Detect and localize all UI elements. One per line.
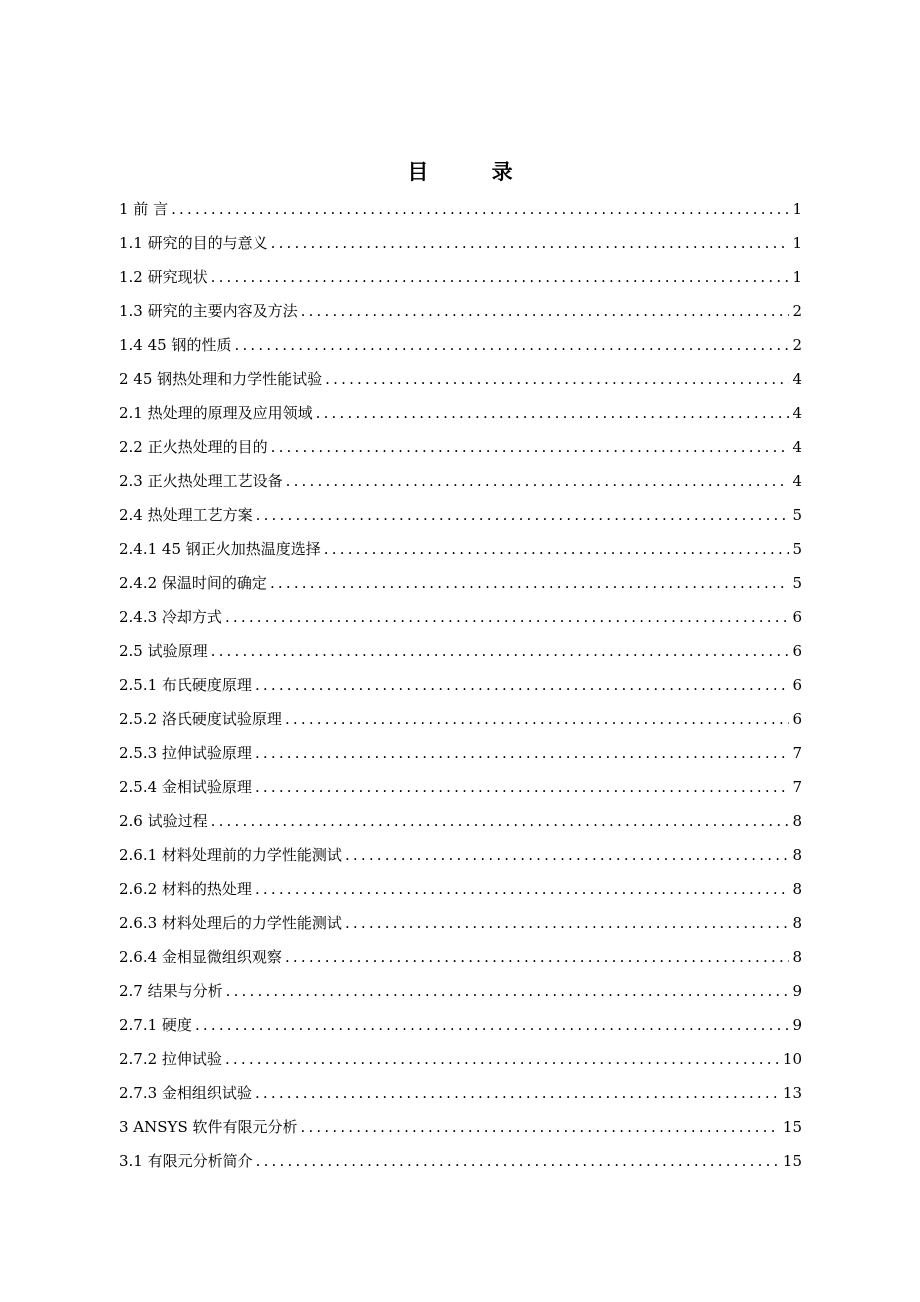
toc-entry-page-number: 5 (792, 540, 802, 558)
toc-dot-leader (271, 226, 790, 260)
toc-entry[interactable] (119, 1144, 802, 1178)
toc-entry-page-number: 6 (792, 608, 802, 626)
toc-dot-leader (271, 430, 790, 464)
toc-entry-label: 1.2 研究现状 (119, 268, 208, 286)
toc-entry-label: 3 ANSYS 软件有限元分析 (119, 1118, 298, 1136)
toc-entry[interactable] (119, 804, 802, 838)
toc-dot-leader (226, 974, 790, 1008)
toc-entry[interactable] (119, 260, 802, 294)
toc-entry-page-number: 2 (792, 302, 802, 320)
toc-dot-leader (211, 804, 790, 838)
toc-entry-label: 2.7 结果与分析 (119, 982, 223, 1000)
toc-dot-leader (345, 906, 790, 940)
toc-entry[interactable] (119, 294, 802, 328)
toc-dot-leader (255, 770, 790, 804)
toc-entry-page-number: 4 (792, 370, 802, 388)
toc-dot-leader (255, 872, 790, 906)
toc-entry[interactable] (119, 940, 802, 974)
toc-entry-label: 1.4 45 钢的性质 (119, 336, 232, 354)
toc-entry[interactable] (119, 192, 802, 226)
toc-title: 目 录 (407, 160, 541, 184)
toc-dot-leader (211, 634, 790, 668)
toc-entry-label: 2.7.2 拉伸试验 (119, 1050, 222, 1068)
toc-entry-label: 2.6 试验过程 (119, 812, 208, 830)
toc-dot-leader (285, 940, 790, 974)
toc-entry-page-number: 5 (792, 506, 802, 524)
toc-dot-leader (285, 702, 790, 736)
toc-entry[interactable] (119, 634, 802, 668)
toc-entry-page-number: 7 (792, 744, 802, 762)
toc-entry[interactable] (119, 600, 802, 634)
toc-entry-page-number: 4 (792, 438, 802, 456)
toc-entry-page-number: 6 (792, 642, 802, 660)
toc-entry-label: 2.4.1 45 钢正火加热温度选择 (119, 540, 321, 558)
toc-entry[interactable] (119, 906, 802, 940)
toc-entry-page-number: 1 (792, 234, 802, 252)
toc-entry-label: 3.1 有限元分析简介 (119, 1152, 253, 1170)
toc-entry[interactable] (119, 532, 802, 566)
toc-dot-leader (256, 498, 790, 532)
toc-entry[interactable] (119, 1076, 802, 1110)
toc-entry-label: 2.7.3 金相组织试验 (119, 1084, 252, 1102)
toc-entry-page-number: 5 (792, 574, 802, 592)
toc-entry[interactable] (119, 226, 802, 260)
toc-dot-leader (211, 260, 790, 294)
toc-entry-label: 2.6.3 材料处理后的力学性能测试 (119, 914, 342, 932)
toc-entry[interactable] (119, 1008, 802, 1042)
toc-entry-label: 2.6.1 材料处理前的力学性能测试 (119, 846, 342, 864)
toc-entry-label: 2.6.2 材料的热处理 (119, 880, 252, 898)
toc-entry-page-number: 6 (792, 710, 802, 728)
toc-dot-leader (301, 294, 790, 328)
toc-entry-label: 1.1 研究的目的与意义 (119, 234, 268, 252)
toc-entry-page-number: 10 (782, 1050, 802, 1068)
toc-entry[interactable] (119, 872, 802, 906)
toc-entry-label: 2 45 钢热处理和力学性能试验 (119, 370, 323, 388)
toc-entry-label: 2.7.1 硬度 (119, 1016, 192, 1034)
toc-entry-page-number: 1 (792, 268, 802, 286)
toc-entry[interactable] (119, 498, 802, 532)
toc-list (119, 192, 802, 1178)
toc-entry[interactable] (119, 668, 802, 702)
toc-dot-leader (345, 838, 790, 872)
toc-entry[interactable] (119, 1042, 802, 1076)
toc-entry-label: 2.4.3 冷却方式 (119, 608, 222, 626)
toc-dot-leader (234, 328, 789, 362)
toc-dot-leader (270, 566, 790, 600)
toc-entry[interactable] (119, 1110, 802, 1144)
toc-entry-page-number: 1 (792, 200, 802, 218)
toc-entry-page-number: 8 (792, 812, 802, 830)
toc-entry-label: 2.5.4 金相试验原理 (119, 778, 252, 796)
toc-entry-page-number: 4 (792, 472, 802, 490)
toc-entry-label: 2.4.2 保温时间的确定 (119, 574, 267, 592)
toc-dot-leader (286, 464, 790, 498)
toc-entry-page-number: 9 (792, 1016, 802, 1034)
toc-entry-label: 2.1 热处理的原理及应用领域 (119, 404, 313, 422)
toc-entry-label: 2.5.3 拉伸试验原理 (119, 744, 252, 762)
toc-dot-leader (316, 396, 790, 430)
toc-dot-leader (255, 736, 790, 770)
toc-entry-page-number: 15 (782, 1152, 802, 1170)
toc-entry-label: 1 前 言 (119, 200, 169, 218)
toc-entry-page-number: 8 (792, 846, 802, 864)
toc-entry-page-number: 8 (792, 914, 802, 932)
toc-dot-leader (171, 192, 789, 226)
toc-dot-leader (325, 362, 789, 396)
toc-entry-label: 1.3 研究的主要内容及方法 (119, 302, 298, 320)
toc-dot-leader (255, 1076, 780, 1110)
toc-entry-label: 2.4 热处理工艺方案 (119, 506, 253, 524)
toc-dot-leader (255, 668, 790, 702)
toc-entry[interactable] (119, 736, 802, 770)
toc-entry[interactable] (119, 566, 802, 600)
toc-dot-leader (195, 1008, 790, 1042)
toc-entry-page-number: 4 (792, 404, 802, 422)
toc-entry[interactable] (119, 702, 802, 736)
toc-entry[interactable] (119, 328, 802, 362)
toc-entry-label: 2.5 试验原理 (119, 642, 208, 660)
toc-dot-leader (324, 532, 790, 566)
toc-dot-leader (301, 1110, 780, 1144)
toc-entry-label: 2.2 正火热处理的目的 (119, 438, 268, 456)
toc-entry-page-number: 8 (792, 948, 802, 966)
toc-entry-label: 2.5.1 布氏硬度原理 (119, 676, 252, 694)
toc-entry-page-number: 9 (792, 982, 802, 1000)
toc-entry-page-number: 8 (792, 880, 802, 898)
toc-dot-leader (225, 600, 790, 634)
toc-entry-page-number: 13 (782, 1084, 802, 1102)
toc-entry-label: 2.6.4 金相显微组织观察 (119, 948, 282, 966)
toc-dot-leader (225, 1042, 780, 1076)
toc-entry-label: 2.5.2 洛氏硬度试验原理 (119, 710, 282, 728)
toc-entry[interactable] (119, 974, 802, 1008)
toc-entry[interactable] (119, 464, 802, 498)
toc-entry[interactable] (119, 838, 802, 872)
toc-entry-page-number: 7 (792, 778, 802, 796)
toc-entry[interactable] (119, 430, 802, 464)
toc-entry[interactable] (119, 396, 802, 430)
toc-entry-page-number: 6 (792, 676, 802, 694)
toc-entry[interactable] (119, 362, 802, 396)
toc-entry[interactable] (119, 770, 802, 804)
toc-entry-page-number: 15 (782, 1118, 802, 1136)
toc-entry-label: 2.3 正火热处理工艺设备 (119, 472, 283, 490)
toc-dot-leader (256, 1144, 780, 1178)
toc-entry-page-number: 2 (792, 336, 802, 354)
